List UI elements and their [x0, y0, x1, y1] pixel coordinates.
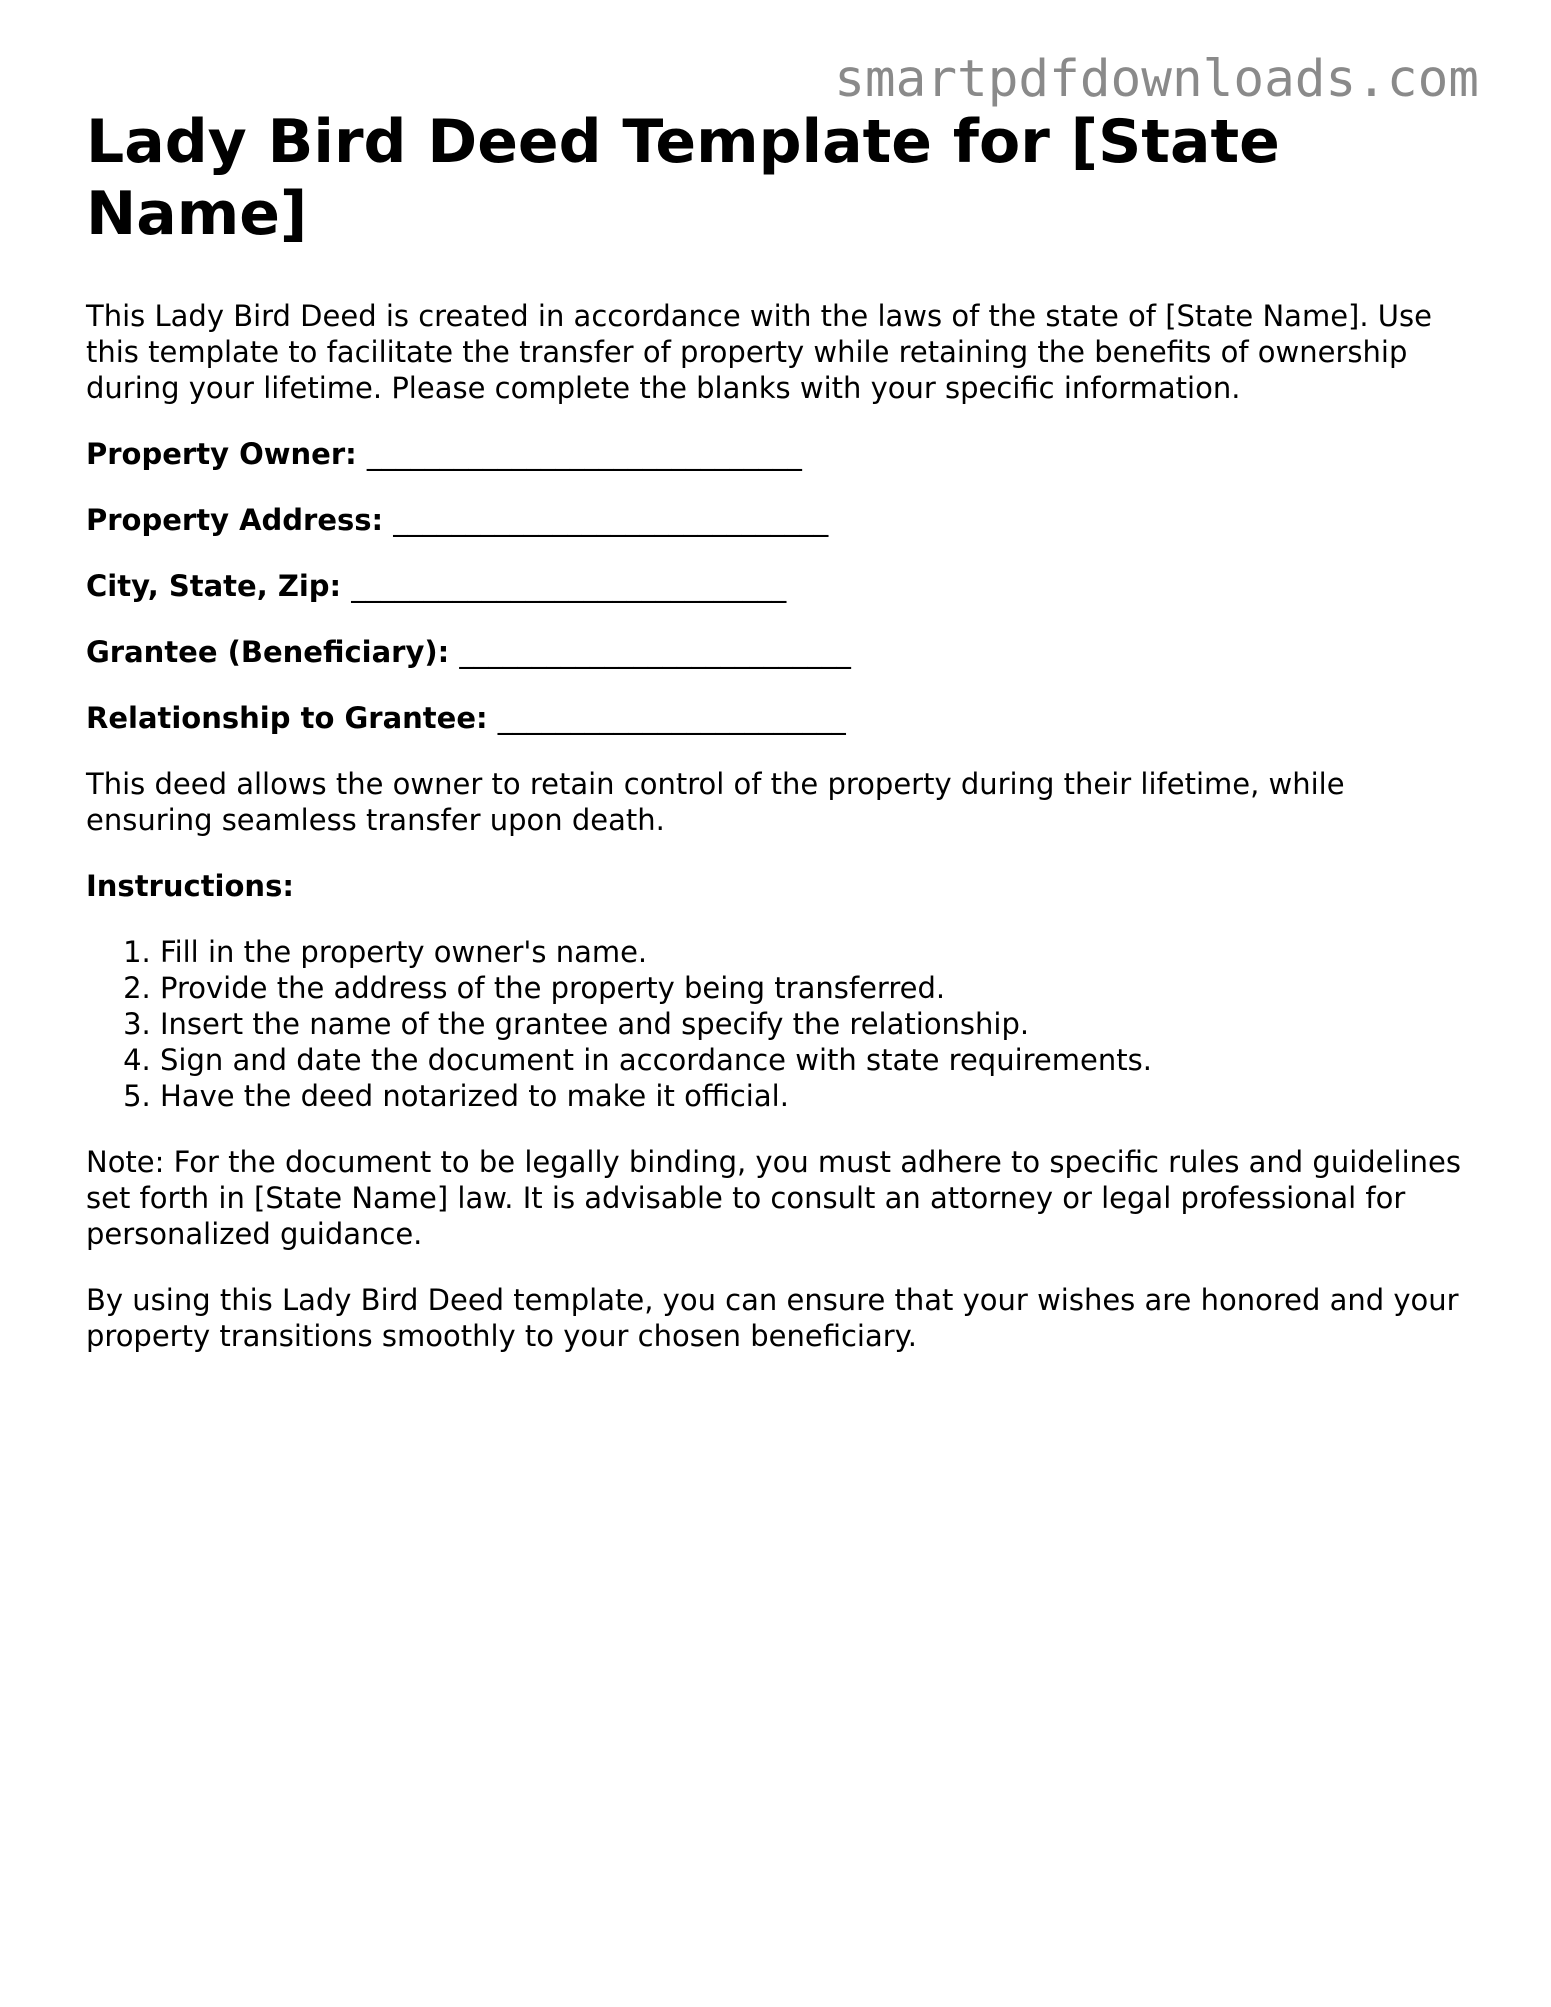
form-fields [86, 436, 1466, 736]
document-title: Lady Bird Deed Template for [State Name] [86, 107, 1280, 249]
instructions-list [86, 934, 1466, 1114]
city-state-zip-blank[interactable]: ______________________________ [351, 569, 787, 603]
document-page [86, 106, 1466, 1354]
field-label: City, State, Zip: [86, 569, 342, 603]
field-label: Relationship to Grantee: [86, 701, 488, 735]
retain-paragraph: This deed allows the owner to retain control of the property during their lifetime, while ensuring seamless transfer upon death. [86, 767, 1345, 837]
grantee-blank[interactable]: ___________________________ [459, 635, 851, 669]
list-item: 5. Have the deed notarized to make it official. [160, 1078, 1466, 1114]
field-relationship [86, 700, 1466, 736]
closing-paragraph: By using this Lady Bird Deed template, you can ensure that your wishes are honored and your property transitions smoothly to your chosen beneficiary. [86, 1283, 1459, 1353]
list-item: 2. Provide the address of the property being transferred. [160, 970, 1466, 1006]
field-label: Grantee (Beneficiary): [86, 635, 450, 669]
field-label: Property Owner: [86, 437, 357, 471]
instructions-heading: Instructions: [86, 869, 294, 903]
field-property-address [86, 502, 1466, 538]
property-address-blank[interactable]: ______________________________ [393, 503, 829, 537]
note-paragraph: Note: For the document to be legally binding, you must adhere to specific rules and guidelines set forth in [State Name] law. It is advisable to consult an attorney or legal professional for personalized guidance. [86, 1145, 1461, 1251]
list-item: 4. Sign and date the document in accordance with state requirements. [160, 1042, 1466, 1078]
field-grantee [86, 634, 1466, 670]
list-item: 3. Insert the name of the grantee and specify the relationship. [160, 1006, 1466, 1042]
relationship-blank[interactable]: ________________________ [497, 701, 846, 735]
field-city-state-zip [86, 568, 1466, 604]
field-label: Property Address: [86, 503, 384, 537]
watermark: smartpdfdownloads.com [834, 50, 1479, 109]
property-owner-blank[interactable]: ______________________________ [366, 437, 802, 471]
list-item: 1. Fill in the property owner's name. [160, 934, 1466, 970]
intro-paragraph: This Lady Bird Deed is created in accordance with the laws of the state of [State Name]. Use this template to facilitate the transfer of property while retaining the benefits of ownership during your lifetime. Please complete the blanks with your specific information. [86, 299, 1432, 405]
field-property-owner [86, 436, 1466, 472]
